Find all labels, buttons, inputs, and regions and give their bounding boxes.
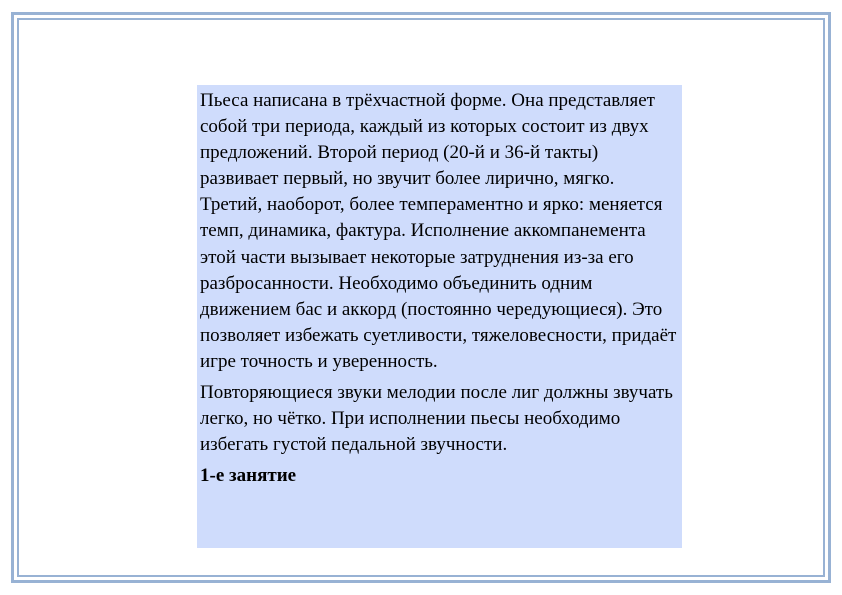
lesson-heading: 1-е занятие (200, 465, 297, 487)
paragraph-performance-notes: Повторяющиеся звуки мелодии после лиг должны звучать легко, но чётко. При исполнении пьесы необходимо избегать густой педальной звучности. (200, 382, 673, 456)
paragraph-form-description: Пьеса написана в трёхчастной форме. Она представляет собой три периода, каждый из которых состоит из двух предложений. Второй период (20-й и 36-й такты) развивает первый, но звучит более лирично, мягко. Третий, наоборот, более темпераментно и ярко: меняется темп, динамика, фактура. Исполнение аккомпанемента этой части вызывает некоторые затруднения из-за его разбросанности. Необходимо объединить одним движением бас и аккорд (постоянно чередующиеся). Это позволяет избежать суетливости, тяжеловесности, придаёт игре точность и уверенность. (200, 90, 677, 372)
text-box (197, 85, 682, 548)
